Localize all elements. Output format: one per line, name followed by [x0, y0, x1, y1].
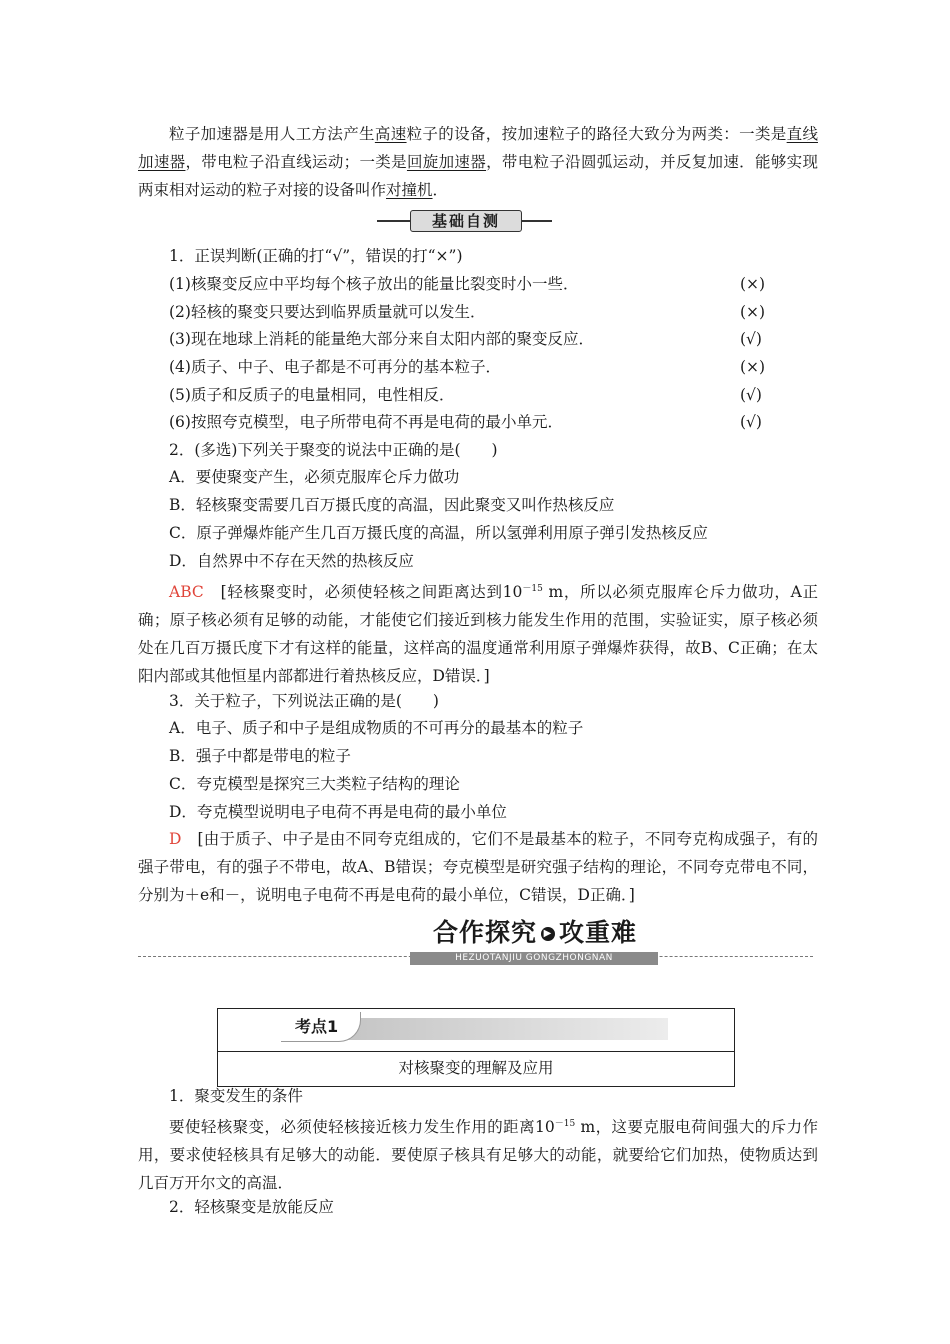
option-a: A．电子、质子和中子是组成物质的不可再分的最基本的粒子	[169, 719, 584, 737]
point-1-paragraph	[138, 1110, 818, 1197]
judgement-item: (2)轻核的聚变只要达到临界质量就可以发生．	[169, 303, 486, 321]
judgement-mark: (√)	[740, 413, 762, 431]
explanation-text: m，所以必须克服库仑斥力做功，A正确；原子核必须有足够的动能，才能使它们接近到核力能发生作用的范围，实验证实，原子核必须处在几百万摄氏度下才有这样的能量，这样高的温度通常利用原子弹爆炸获得，故B、C正确；在太阳内部或其他恒星内部都进行着热核反应，D错误．]	[138, 583, 818, 686]
judgement-mark: (×)	[740, 275, 766, 293]
judgement-item: (6)按照夸克模型，电子所带电荷不再是电荷的最小单元．	[169, 413, 563, 431]
judgement-mark: (√)	[740, 386, 762, 404]
section-title-a: 合作探究	[432, 918, 537, 947]
superscript: －15	[554, 1119, 576, 1129]
section-title	[0, 913, 950, 949]
underlined-term: 对撞机	[386, 181, 433, 199]
underlined-term: 回旋加速器	[406, 153, 487, 171]
explanation-text: [由于质子、中子是由不同夸克组成的，它们不是最基本的粒子，不同夸克构成强子，有的强子带电，有的强子不带电，故A、B错误；夸克模型是研究强子结构的理论，不同夸克带电不同，分别为＋e和－，说明电子电荷不再是电荷的最小单位，C错误，D正确．]	[138, 830, 818, 904]
judgement-item: (4)质子、中子、电子都是不可再分的基本粒子．	[169, 358, 501, 376]
arrow-icon: ▶	[541, 927, 555, 941]
judgement-item: (5)质子和反质子的电量相同，电性相反．	[169, 386, 455, 404]
underlined-term: 直线加速器	[138, 125, 818, 171]
judgement-mark: (×)	[740, 303, 766, 321]
kaodian-box	[217, 1008, 735, 1087]
judgement-mark: (×)	[740, 358, 766, 376]
body-text: m，这要克服电荷间强大的斥力作用，要求使轻核具有足够大的动能．要使原子核具有足够大的动能，就要给它们加热，使物质达到几百万开尔文的高温．	[138, 1118, 818, 1193]
question-1-stem: 1．正误判断(正确的打“√”，错误的打“×”)	[169, 247, 463, 265]
answer-label: ABC	[169, 583, 204, 602]
judgement-mark: (√)	[740, 330, 762, 348]
question-3-explanation	[138, 825, 818, 909]
point-1-heading: 1．聚变发生的条件	[169, 1087, 303, 1105]
question-2-stem: 2．(多选)下列关于聚变的说法中正确的是( )	[169, 441, 498, 459]
section-subtitle: HEZUOTANJIU GONGZHONGNAN	[410, 952, 658, 965]
question-3-stem: 3．关于粒子，下列说法正确的是( )	[169, 692, 439, 710]
option-c: C．夸克模型是探究三大类粒子结构的理论	[169, 775, 460, 793]
question-2-explanation	[138, 575, 818, 690]
answer-label: D	[169, 830, 182, 848]
section-banner	[377, 210, 552, 232]
explanation-text: [轻核聚变时，必须使轻核之间距离达到10	[203, 583, 523, 602]
intro-text: ．	[432, 181, 449, 199]
judgement-item: (3)现在地球上消耗的能量绝大部分来自太阳内部的聚变反应．	[169, 330, 594, 348]
kaodian-tag: 考点1	[281, 1012, 361, 1042]
intro-text: ，带电粒子沿直线运动；一类是	[185, 153, 407, 171]
option-d: D．夸克模型说明电子电荷不再是电荷的最小单位	[169, 803, 507, 821]
intro-paragraph	[138, 120, 818, 204]
kaodian-title: 对核聚变的理解及应用	[398, 1059, 554, 1077]
divider	[218, 1051, 734, 1052]
banner-label: 基础自测	[410, 210, 522, 232]
point-2-heading: 2．轻核聚变是放能反应	[169, 1198, 334, 1216]
option-c: C．原子弹爆炸能产生几百万摄氏度的高温，所以氢弹利用原子弹引发热核反应	[169, 524, 708, 542]
option-b: B．强子中都是带电的粒子	[169, 747, 351, 765]
body-text: 要使轻核聚变，必须使轻核接近核力发生作用的距离10	[169, 1118, 555, 1137]
option-b: B．轻核聚变需要几百万摄氏度的高温，因此聚变又叫作热核反应	[169, 496, 615, 514]
intro-text: 粒子加速器是用人工方法产生	[169, 125, 375, 143]
superscript: －15	[522, 584, 543, 594]
option-a: A．要使聚变产生，必须克服库仑斥力做功	[169, 468, 460, 486]
section-title-b: 攻重难	[559, 918, 638, 947]
intro-text: 粒子的设备，按加速粒子的路径大致分为两类：一类是	[406, 125, 787, 143]
intro-text: ，带电粒子沿圆弧运动，并反复加速．能够实现两束相对运动的粒子对接的设备叫作	[138, 153, 818, 199]
judgement-item: (1)核聚变反应中平均每个核子放出的能量比裂变时小一些．	[169, 275, 579, 293]
underlined-term: 高速	[374, 125, 407, 143]
option-d: D．自然界中不存在天然的热核反应	[169, 552, 414, 570]
